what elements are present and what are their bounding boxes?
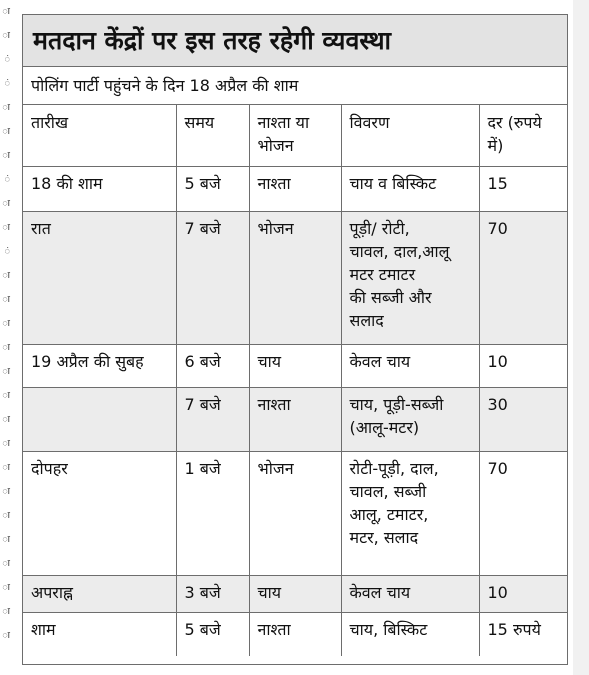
cell-rate: 10: [479, 575, 568, 612]
table-row: [23, 211, 568, 344]
cell-date: [23, 387, 176, 451]
margin-fragment: ा: [2, 127, 10, 137]
margin-fragment: ा: [2, 103, 10, 113]
cell-meal: नाश्ता: [249, 166, 341, 211]
cell-details: पूड़ी/ रोटी, चावल, दाल,आलू मटर टमाटर की सब्जी और सलाद: [341, 211, 479, 344]
cell-details: चाय व बिस्किट: [341, 166, 479, 211]
cell-rate: 70: [479, 451, 568, 575]
cell-details: चाय, बिस्किट: [341, 612, 479, 656]
table-row: [23, 451, 568, 575]
table-row: [23, 387, 568, 451]
header-date: तारीख: [23, 105, 176, 166]
info-box: [22, 14, 568, 665]
margin-fragment: ा: [2, 415, 10, 425]
margin-fragment: ा: [2, 223, 10, 233]
cell-time: 7 बजे: [176, 387, 249, 451]
margin-fragment: ा: [2, 7, 10, 17]
margin-fragment: ा: [2, 367, 10, 377]
header-details: विवरण: [341, 105, 479, 166]
cell-meal: नाश्ता: [249, 612, 341, 656]
cell-meal: चाय: [249, 575, 341, 612]
cell-meal: भोजन: [249, 451, 341, 575]
margin-fragment: ा: [2, 343, 10, 353]
arrangement-table: [23, 105, 568, 656]
right-margin-strip: [573, 0, 589, 675]
margin-fragment: ा: [2, 607, 10, 617]
margin-fragment: ा: [2, 559, 10, 569]
cell-time: 1 बजे: [176, 451, 249, 575]
table-row: [23, 612, 568, 656]
header-rate: दर (रुपये में): [479, 105, 568, 166]
cell-meal: नाश्ता: [249, 387, 341, 451]
margin-fragment: ा: [2, 511, 10, 521]
header-meal: नाश्ता या भोजन: [249, 105, 341, 166]
cell-rate: 15: [479, 166, 568, 211]
margin-fragment: ा: [2, 151, 10, 161]
margin-fragment: ा: [2, 271, 10, 281]
table-row: [23, 575, 568, 612]
margin-fragment: ा: [2, 319, 10, 329]
margin-fragment: ं: [4, 247, 10, 257]
margin-fragment: ं: [4, 175, 10, 185]
cell-date: अपराह्न: [23, 575, 176, 612]
table-row: [23, 344, 568, 387]
box-title: मतदान केंद्रों पर इस तरह रहेगी व्यवस्था: [23, 15, 567, 67]
margin-fragment: ं: [4, 79, 10, 89]
cell-rate: 15 रुपये: [487, 619, 541, 639]
cell-time: 5 बजे: [176, 166, 249, 211]
cell-time: 7 बजे: [176, 211, 249, 344]
cell-date: 18 की शाम: [23, 166, 176, 211]
margin-fragment: ा: [2, 487, 10, 497]
cell-rate: 10: [479, 344, 568, 387]
margin-fragment: ा: [2, 439, 10, 449]
margin-fragment: ा: [2, 295, 10, 305]
cell-date: रात: [23, 211, 176, 344]
cell-time: 3 बजे: [176, 575, 249, 612]
cell-time: 6 बजे: [176, 344, 249, 387]
cell-rate: 70: [479, 211, 568, 344]
margin-fragment: ा: [2, 463, 10, 473]
cell-date: दोपहर: [23, 451, 176, 575]
margin-fragment: ा: [2, 583, 10, 593]
cell-date: 19 अप्रैल की सुबह: [23, 344, 176, 387]
cell-details: रोटी-पूड़ी, दाल, चावल, सब्जी आलू, टमाटर, मटर, सलाद: [341, 451, 479, 575]
margin-fragment: ं: [4, 55, 10, 65]
box-subtitle: पोलिंग पार्टी पहुंचने के दिन 18 अप्रैल की शाम: [23, 67, 567, 105]
table-header-row: [23, 105, 568, 166]
cell-date: शाम: [23, 612, 176, 656]
cell-time: 5 बजे: [176, 612, 249, 656]
margin-fragment: ा: [2, 199, 10, 209]
cell-details: केवल चाय: [341, 344, 479, 387]
cell-details: केवल चाय: [341, 575, 479, 612]
margin-fragment: ा: [2, 31, 10, 41]
cell-details: चाय, पूड़ी-सब्जी (आलू-मटर): [341, 387, 479, 451]
header-time: समय: [176, 105, 249, 166]
margin-fragment: ा: [2, 391, 10, 401]
margin-fragment: ा: [2, 535, 10, 545]
left-margin-text-fragments: [0, 0, 12, 675]
cell-meal: भोजन: [249, 211, 341, 344]
cell-rate: 30: [479, 387, 568, 451]
cell-meal: चाय: [249, 344, 341, 387]
table-row: [23, 166, 568, 211]
margin-fragment: ा: [2, 631, 10, 641]
